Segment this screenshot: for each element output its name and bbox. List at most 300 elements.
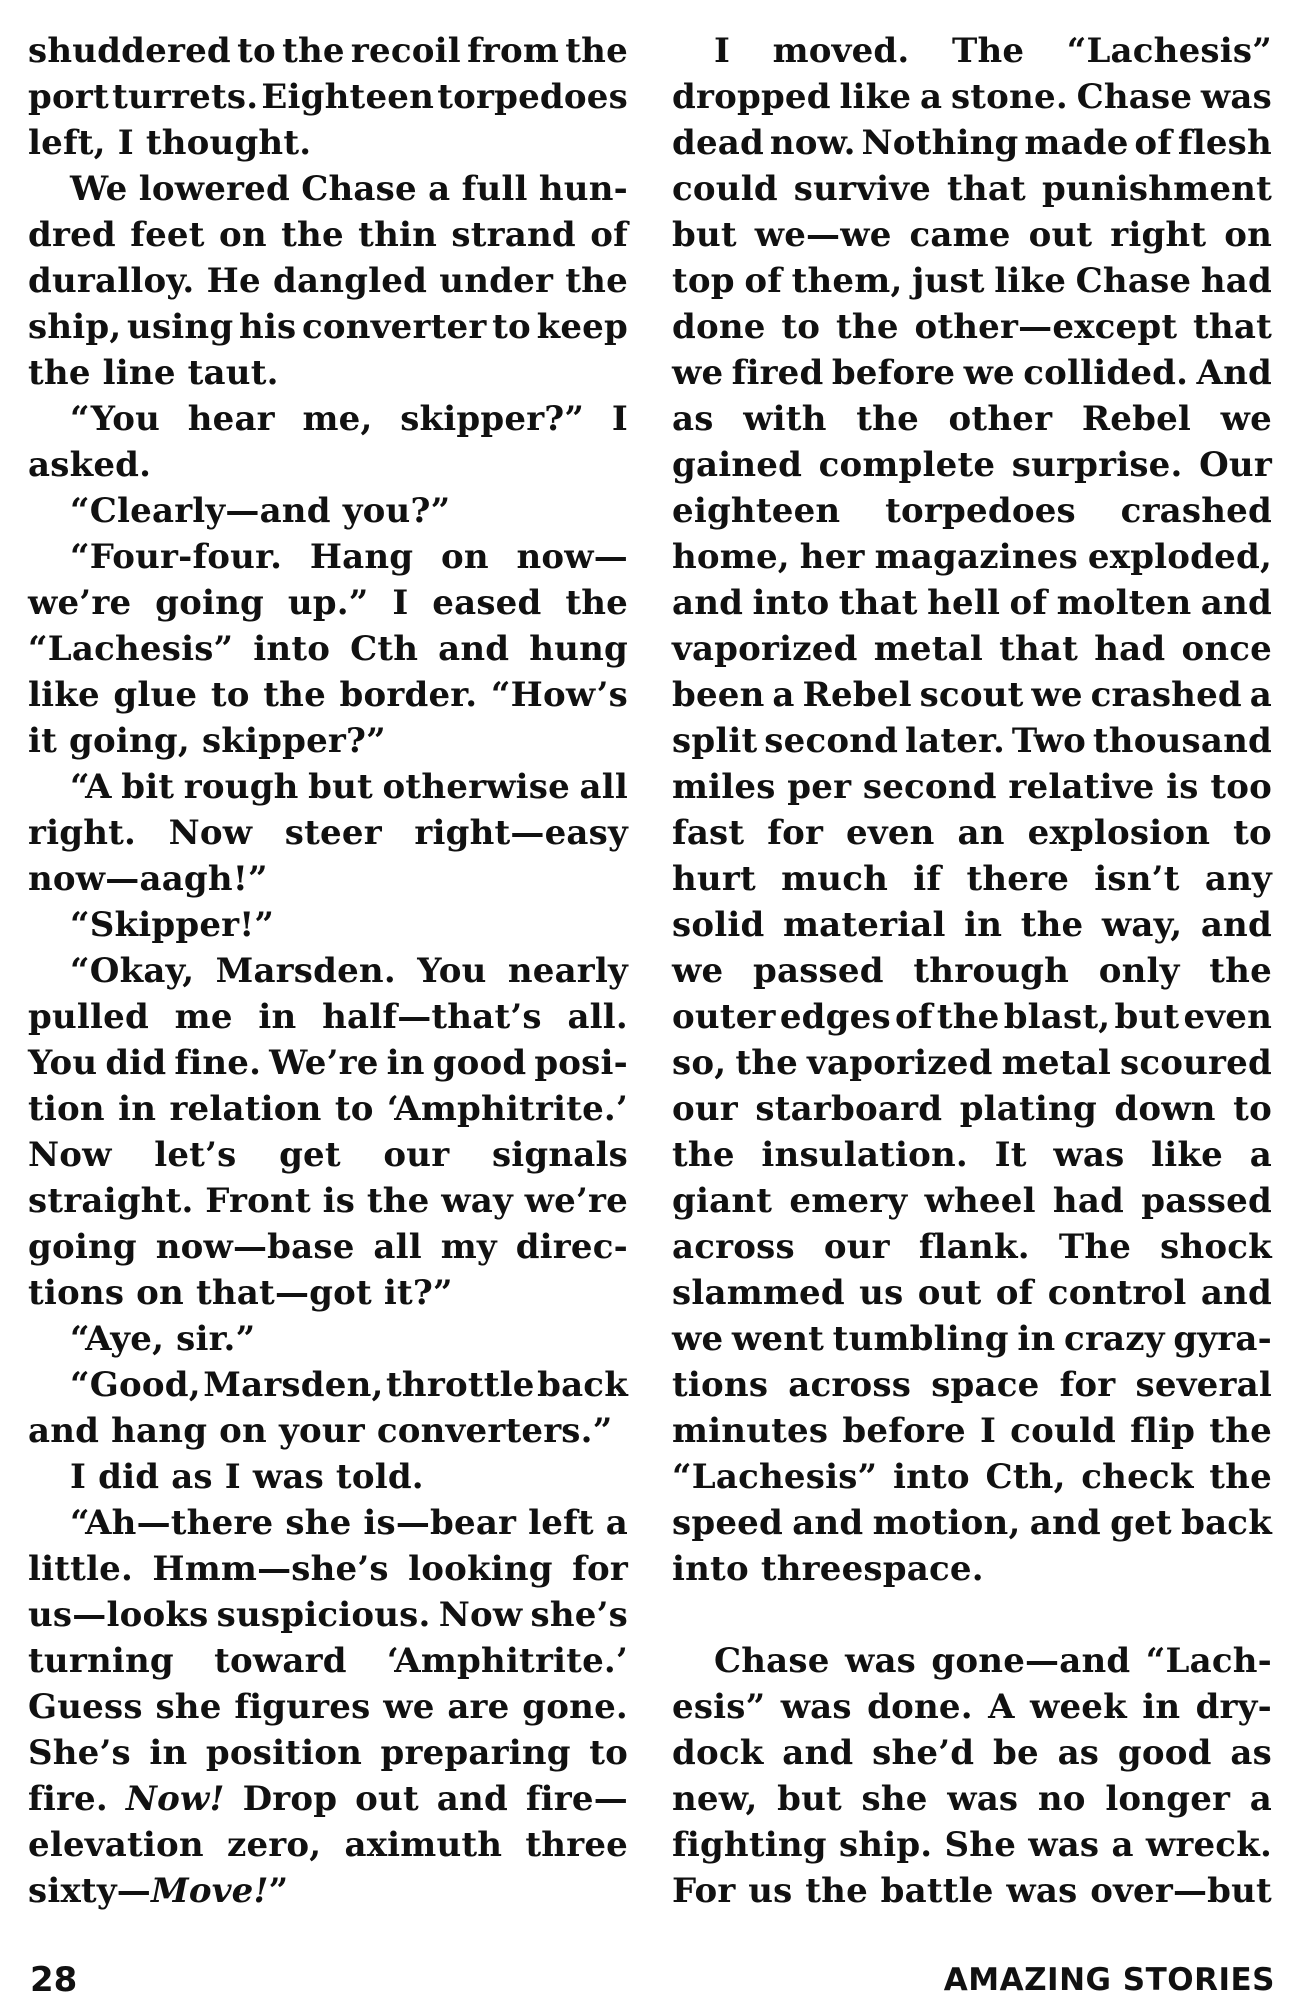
word: good — [1117, 1733, 1212, 1773]
word: the — [565, 583, 628, 623]
word: as — [171, 1457, 213, 1497]
word: week — [1029, 1687, 1127, 1727]
word: Cth, — [985, 1457, 1066, 1497]
word: and — [28, 1411, 100, 1451]
word: as — [672, 399, 714, 439]
word: thousand — [1092, 721, 1272, 761]
word: suspicious. — [216, 1595, 431, 1635]
word: A — [988, 1687, 1015, 1727]
word: before — [831, 353, 956, 393]
word: now—aagh!” — [28, 859, 268, 899]
text-line — [28, 396, 628, 442]
word: material — [782, 905, 946, 945]
word: that — [1193, 307, 1272, 347]
word: “How’s — [490, 675, 628, 715]
word: now. — [769, 123, 856, 163]
word: Chase — [1076, 77, 1193, 117]
word: We’re — [269, 1043, 379, 1083]
word: Chase — [301, 169, 417, 209]
word: of — [1134, 123, 1173, 163]
word: of — [590, 215, 628, 255]
text-line — [28, 1316, 628, 1362]
word: explosion — [1027, 813, 1211, 853]
text-line — [28, 1500, 628, 1546]
word: we — [1220, 399, 1272, 439]
word: “Skipper!” — [70, 905, 275, 945]
text-line — [672, 258, 1272, 304]
word: as — [1057, 1733, 1100, 1773]
word: in — [118, 1089, 157, 1129]
text-line — [28, 1546, 628, 1592]
word: stone. — [950, 77, 1068, 117]
text-line — [28, 580, 628, 626]
word: over—but — [1090, 1871, 1272, 1911]
text-line — [28, 28, 628, 74]
word: done. — [867, 1687, 973, 1727]
word: us — [748, 1871, 793, 1911]
word: posi- — [534, 1043, 628, 1083]
word: tions — [672, 1365, 769, 1405]
word: a — [1249, 1135, 1272, 1175]
word: Now — [168, 813, 253, 853]
word: asked. — [28, 445, 152, 485]
word: starboard — [755, 1089, 943, 1129]
word: into — [253, 629, 331, 669]
word: Eighteen — [261, 77, 435, 117]
text-line — [672, 1546, 1272, 1592]
word: other — [948, 399, 1053, 439]
word: on — [219, 1411, 267, 1451]
word: we — [672, 353, 724, 393]
word: the — [1209, 1411, 1272, 1451]
word: skipper?” — [201, 721, 386, 761]
word: it?” — [383, 1273, 453, 1313]
word: zero, — [226, 1825, 322, 1865]
word: moved. — [772, 31, 910, 71]
word: going, — [69, 721, 190, 761]
word: full — [461, 169, 528, 209]
word: the — [28, 353, 91, 393]
word: from — [467, 31, 560, 71]
text-line — [672, 534, 1272, 580]
word: them, — [791, 261, 903, 301]
word: a — [428, 169, 451, 209]
word: Now — [28, 1135, 112, 1175]
word: the — [856, 399, 919, 439]
word: our — [672, 1089, 738, 1129]
word: that—got — [195, 1273, 372, 1313]
word: we — [383, 1687, 435, 1727]
text-line — [672, 580, 1272, 626]
word: up.” — [287, 583, 369, 623]
word: was — [1006, 1871, 1078, 1911]
word: it — [28, 721, 58, 761]
text-line — [28, 74, 628, 120]
word: that — [999, 629, 1079, 669]
word: eased — [432, 583, 542, 623]
word: fire— — [525, 1779, 628, 1819]
word: It — [994, 1135, 1027, 1175]
word: motion, — [872, 1503, 1021, 1543]
word: we — [672, 1319, 724, 1359]
word: to — [237, 31, 276, 71]
text-line — [672, 948, 1272, 994]
word: Drop — [242, 1779, 338, 1819]
word: fired — [731, 353, 824, 393]
text-line — [28, 1408, 628, 1454]
word: port — [28, 77, 109, 117]
right-text-column — [672, 28, 1272, 1914]
text-line — [672, 166, 1272, 212]
word: back — [537, 1365, 628, 1405]
word: could — [1010, 1411, 1116, 1451]
word: going — [155, 583, 264, 623]
word: giant — [672, 1181, 773, 1221]
word: border. — [339, 675, 478, 715]
word: but — [672, 215, 737, 255]
word: dropped — [672, 77, 831, 117]
word: hun- — [538, 169, 628, 209]
text-line — [672, 1868, 1272, 1914]
word: but — [777, 1779, 842, 1819]
word: converter — [302, 307, 487, 347]
word: but — [1114, 997, 1180, 1037]
word: direc- — [515, 1227, 628, 1267]
word: right. — [28, 813, 137, 853]
word: surprise. — [1011, 445, 1183, 485]
word: Our — [1199, 445, 1272, 485]
word: came — [909, 215, 1011, 255]
word: be — [993, 1733, 1039, 1773]
word: speed — [672, 1503, 783, 1543]
word: survive — [793, 169, 932, 209]
word: she — [861, 1779, 928, 1819]
word: the — [1020, 905, 1084, 945]
text-line — [28, 856, 628, 902]
word: Marsden, — [203, 1365, 384, 1405]
word: had — [1094, 629, 1166, 669]
word: The — [1058, 1227, 1132, 1267]
word: a — [919, 77, 943, 117]
word: now— — [516, 537, 628, 577]
word: split — [672, 721, 758, 761]
word: ‘Amphitrite.’ — [386, 1641, 628, 1681]
word: out — [1028, 215, 1093, 255]
word: space — [931, 1365, 1040, 1405]
word: of — [1009, 583, 1048, 623]
text-line — [28, 258, 628, 304]
word: with — [743, 399, 827, 439]
word: using — [127, 307, 234, 347]
text-line — [672, 1408, 1272, 1454]
word: We — [70, 169, 128, 209]
word: Now! — [125, 1779, 225, 1819]
text-line — [672, 74, 1272, 120]
word: relative — [1008, 767, 1155, 807]
word: but — [308, 767, 373, 807]
word: She — [944, 1825, 1017, 1865]
word: could — [672, 169, 778, 209]
word: fire. — [28, 1779, 108, 1819]
word: even — [846, 813, 935, 853]
word: to — [1233, 1089, 1272, 1129]
word: flip — [1130, 1411, 1196, 1451]
word: I — [224, 1457, 241, 1497]
left-text-column — [28, 28, 628, 1914]
word: been — [672, 675, 765, 715]
word: if — [913, 859, 942, 899]
word: I — [392, 583, 409, 623]
word: I — [714, 31, 731, 71]
word: your — [278, 1411, 365, 1451]
word: “You — [70, 399, 161, 439]
word: the — [565, 261, 628, 301]
word: me — [174, 997, 233, 1037]
word: in — [149, 1733, 188, 1773]
word: his — [238, 307, 297, 347]
word: Rebel — [1081, 399, 1192, 439]
word: her — [799, 537, 865, 577]
word: for — [572, 1549, 628, 1589]
word: half—that’s — [322, 997, 542, 1037]
word: wheel — [924, 1181, 1036, 1221]
text-line — [672, 1362, 1272, 1408]
text-line — [672, 442, 1272, 488]
word: magazines — [874, 537, 1078, 577]
text-line — [28, 1362, 628, 1408]
word: was — [844, 1641, 917, 1681]
word: blast, — [1003, 997, 1111, 1037]
word: I — [979, 1411, 997, 1451]
word: nearly — [507, 951, 628, 991]
word: to — [492, 307, 531, 347]
word: and — [1029, 1503, 1101, 1543]
word: position — [205, 1733, 363, 1773]
word: emery — [789, 1181, 908, 1221]
word: “Ah—there — [70, 1503, 274, 1543]
word: Marsden. — [215, 951, 396, 991]
text-line — [672, 1776, 1272, 1822]
word: duralloy. — [28, 261, 195, 301]
word: and — [782, 1733, 854, 1773]
word: second — [764, 721, 899, 761]
word: across — [672, 1227, 795, 1267]
text-line — [672, 28, 1272, 74]
word: to — [210, 675, 250, 715]
text-line — [672, 1224, 1272, 1270]
text-line — [28, 626, 628, 672]
word: into — [892, 1457, 970, 1497]
text-line — [28, 1178, 628, 1224]
word: check — [1081, 1457, 1194, 1497]
word: we—we — [754, 215, 892, 255]
word: tion — [28, 1089, 105, 1129]
word: molten — [1056, 583, 1192, 623]
word: per — [787, 767, 852, 807]
text-line — [28, 166, 628, 212]
word: the — [936, 997, 1000, 1037]
word: tumbling — [832, 1319, 1009, 1359]
text-line — [28, 1224, 628, 1270]
word: for — [1059, 1365, 1116, 1405]
word: a — [605, 1503, 628, 1543]
word: was — [1200, 77, 1272, 117]
word: esis” — [672, 1687, 766, 1727]
word: Hang — [309, 537, 414, 577]
word: the — [836, 307, 899, 347]
word: Now — [438, 1595, 523, 1635]
word: into — [752, 583, 830, 623]
word: hell — [927, 583, 1001, 623]
word: the — [281, 215, 344, 255]
word: so, — [672, 1043, 727, 1083]
text-line — [672, 350, 1272, 396]
text-line — [28, 350, 628, 396]
word: and — [436, 1779, 508, 1819]
text-line — [672, 764, 1272, 810]
word: several — [1135, 1365, 1272, 1405]
text-line — [672, 994, 1272, 1040]
word: thought. — [145, 123, 312, 163]
word: edges — [779, 997, 891, 1037]
word: ship, — [28, 307, 122, 347]
word: of — [995, 1273, 1034, 1313]
word: Cth — [350, 629, 419, 669]
magazine-name: AMAZING STORIES — [943, 1962, 1275, 1998]
word: and — [792, 1503, 864, 1543]
text-line — [672, 212, 1272, 258]
text-line — [672, 718, 1272, 764]
word: was — [1053, 1135, 1125, 1175]
word: passed — [753, 951, 884, 991]
word: in — [1017, 1319, 1056, 1359]
word: “Lachesis” — [1066, 31, 1272, 71]
word: right — [1110, 215, 1207, 255]
word: dead — [672, 123, 765, 163]
word: metal — [1001, 1043, 1111, 1083]
word: hear — [187, 399, 275, 439]
word: get — [279, 1135, 341, 1175]
text-line — [28, 1684, 628, 1730]
word: made — [1024, 123, 1129, 163]
word: “Okay, — [70, 951, 195, 991]
word: into — [672, 1549, 749, 1589]
word: on — [219, 215, 267, 255]
word: converters.” — [376, 1411, 613, 1451]
word: before — [842, 1411, 966, 1451]
word: was — [1028, 1825, 1100, 1865]
word: wreck. — [1145, 1825, 1272, 1865]
text-line — [28, 1454, 628, 1500]
word: “Aye, — [70, 1319, 165, 1359]
word: He — [206, 261, 261, 301]
word: crashed — [1090, 675, 1242, 715]
word: left — [528, 1503, 594, 1543]
word: was — [947, 1779, 1019, 1819]
word: battle — [880, 1871, 994, 1911]
word: collided. — [1023, 353, 1189, 393]
word: no — [1037, 1779, 1086, 1819]
word: did — [98, 1457, 160, 1497]
word: the — [263, 675, 326, 715]
word: “Lach- — [1145, 1641, 1272, 1681]
word: going — [28, 1227, 137, 1267]
word: too — [1210, 767, 1272, 807]
text-line — [672, 856, 1272, 902]
word: we’re — [524, 1181, 628, 1221]
word: “Clearly—and — [70, 491, 331, 531]
word: us—looks — [28, 1595, 209, 1635]
word: recoil — [350, 31, 461, 71]
text-line — [672, 1178, 1272, 1224]
word: isn’t — [1094, 859, 1180, 899]
word: hurt — [672, 859, 756, 899]
word: I — [611, 399, 628, 439]
word: “Lachesis” — [28, 629, 234, 669]
word: out — [917, 1273, 982, 1313]
word: we — [672, 951, 724, 991]
text-line — [672, 1270, 1272, 1316]
word: you?” — [342, 491, 451, 531]
word: ship. — [838, 1825, 933, 1865]
word: elevation — [28, 1825, 204, 1865]
word: little. — [28, 1549, 134, 1589]
word: You — [28, 1043, 98, 1083]
word: I — [117, 123, 134, 163]
word: sir.” — [176, 1319, 256, 1359]
word: new, — [672, 1779, 758, 1819]
text-line — [672, 396, 1272, 442]
word: lowered — [138, 169, 290, 209]
word: For — [672, 1871, 736, 1911]
word: told. — [335, 1457, 424, 1497]
word: are — [447, 1687, 510, 1727]
word: shock — [1160, 1227, 1272, 1267]
word: down — [1114, 1089, 1216, 1129]
text-line — [28, 810, 628, 856]
text-line — [28, 1040, 628, 1086]
word: The — [951, 31, 1025, 71]
word: crashed — [1120, 491, 1272, 531]
word: threespace. — [760, 1549, 984, 1589]
text-line — [28, 1868, 628, 1914]
word: gyra- — [1173, 1319, 1272, 1359]
word: right—easy — [414, 813, 628, 853]
word: turning — [28, 1641, 174, 1681]
word: she — [155, 1687, 222, 1727]
word: punishment — [1041, 169, 1272, 209]
word: flank. — [918, 1227, 1030, 1267]
paragraph-gap — [672, 1592, 1272, 1638]
word: eighteen — [672, 491, 841, 531]
word: that — [947, 169, 1026, 209]
word: she — [285, 1503, 352, 1543]
word: feet — [130, 215, 205, 255]
word: that — [838, 583, 918, 623]
word: Chase — [1075, 261, 1192, 301]
text-line — [28, 902, 628, 948]
word: You — [417, 951, 487, 991]
word: our — [823, 1227, 890, 1267]
word: glue — [113, 675, 198, 715]
word: toward — [214, 1641, 347, 1681]
word: control — [1047, 1273, 1187, 1313]
word: complete — [818, 445, 996, 485]
word: torpedoes — [437, 77, 628, 117]
word: metal — [873, 629, 983, 669]
word: a — [1249, 675, 1272, 715]
word: to — [589, 1733, 628, 1773]
